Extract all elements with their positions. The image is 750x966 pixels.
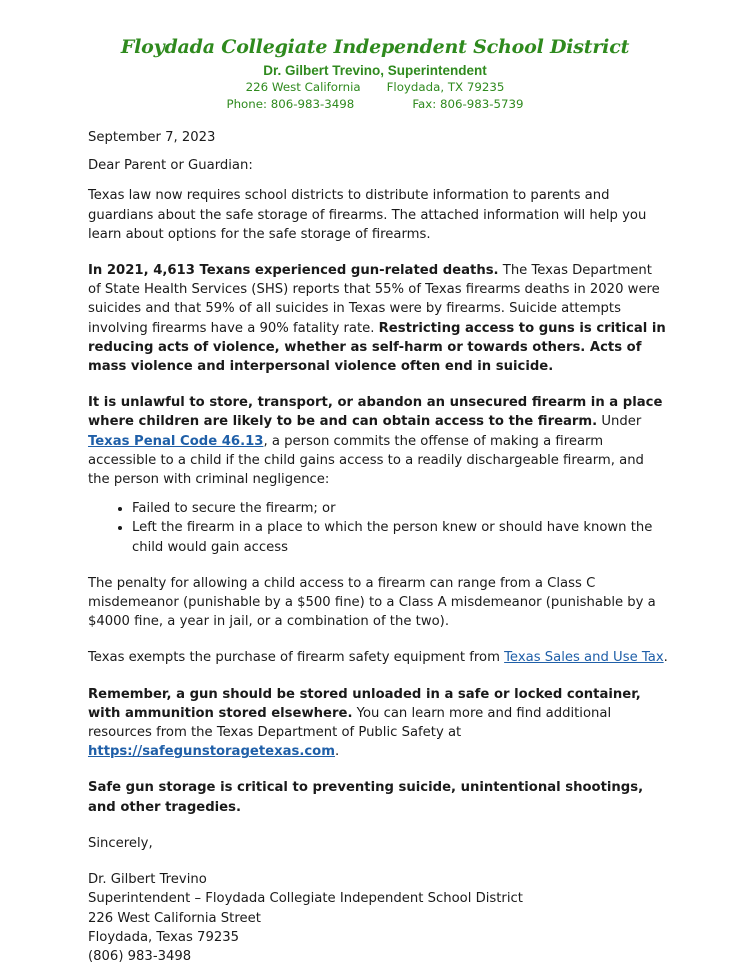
signature-city: Floydada, Texas 79235 [88,929,240,945]
paragraph-law [88,393,668,489]
salutation: Dear Parent or Guardian: [88,158,253,174]
signature-name: Dr. Gilbert Trevino [88,872,207,888]
signature-phone: (806) 983-3498 [88,948,192,964]
signature-street: 226 West California Street [88,910,261,926]
closing: Sincerely, [88,835,153,851]
stat-bold-close: Restricting access to guns is critical in reducing acts of violence, whether as self-harm or towards others. Acts of mass violence and interpersonal violence often end in suicide. [88,320,666,375]
letter-date: September 7, 2023 [88,130,216,145]
law-pre: Under [597,414,642,430]
fax-number: Fax: 806-983-5739 [412,97,524,111]
address-row [0,79,750,95]
city-address: Floydada, TX 79235 [386,80,505,94]
contact-row [0,96,750,112]
negligence-list [88,499,668,557]
stat-text: The Texas Department of State Health Services (SHS) reports that 55% of Texas firearms deaths in 2020 were suicides and that 59% of all suicides in Texas were by firearms. Suicide attempts involving firearms have a 90% fatality rate. [88,263,660,336]
letterhead [0,36,750,112]
paragraph-statistics [88,261,668,376]
street-address: 226 West California [245,80,361,94]
paragraph-tax [88,648,668,667]
law-bold: It is unlawful to store, transport, or abandon an unsecured firearm in a place where children are likely to be and can obtain access to the firearm. [88,395,663,430]
paragraph-closing-statement [88,778,668,816]
superintendent-line: Dr. Gilbert Trevino, Superintendent [263,63,487,78]
district-name: Floydada Collegiate Independent School District [120,36,630,58]
tax-pre: Texas exempts the purchase of firearm safety equipment from [88,650,505,666]
storage-post: . [334,744,340,760]
penal-code-link[interactable]: Texas Penal Code 46.13 [88,433,264,449]
list-item: • Failed to secure the firearm; or [132,499,668,518]
paragraph-penalty: The penalty for allowing a child access to a firearm can range from a Class C misdemeanor (punishable by a $500 fine) to a Class A misdemeanor (punishable by a $4000 fine, a year in jail, or a combination of the two). [88,575,656,630]
stat-bold-lead: In 2021, 4,613 Texans experienced gun-related deaths. [88,263,499,279]
safe-storage-link[interactable]: https://safegunstoragetexas.com [88,744,335,760]
signature-block [88,870,668,966]
tax-post: . [663,650,668,666]
closing-bold: Safe gun storage is critical to preventing suicide, unintentional shootings, and other tragedies. [88,780,644,815]
sales-tax-link[interactable]: Texas Sales and Use Tax [504,650,664,666]
phone-number: Phone: 806-983-3498 [226,97,355,111]
list-item: • Left the firearm in a place to which the person knew or should have known the child would gain access [132,518,668,556]
law-post: , a person commits the offense of making a firearm accessible to a child if the child gains access to a readily dischargeable firearm, and the person with criminal negligence: [88,433,644,488]
paragraph-intro: Texas law now requires school districts to distribute information to parents and guardians about the safe storage of firearms. The attached information will help you learn about options for the safe storage of firearms. [88,188,647,242]
paragraph-storage [88,685,668,762]
letter-body [88,128,668,966]
storage-text: You can learn more and find additional resources from the Texas Department of Public Safety at [88,705,612,741]
storage-bold: Remember, a gun should be stored unloaded in a safe or locked container, with ammunition stored elsewhere. [88,686,641,721]
signature-title: Superintendent – Floydada Collegiate Independent School District [88,891,523,907]
